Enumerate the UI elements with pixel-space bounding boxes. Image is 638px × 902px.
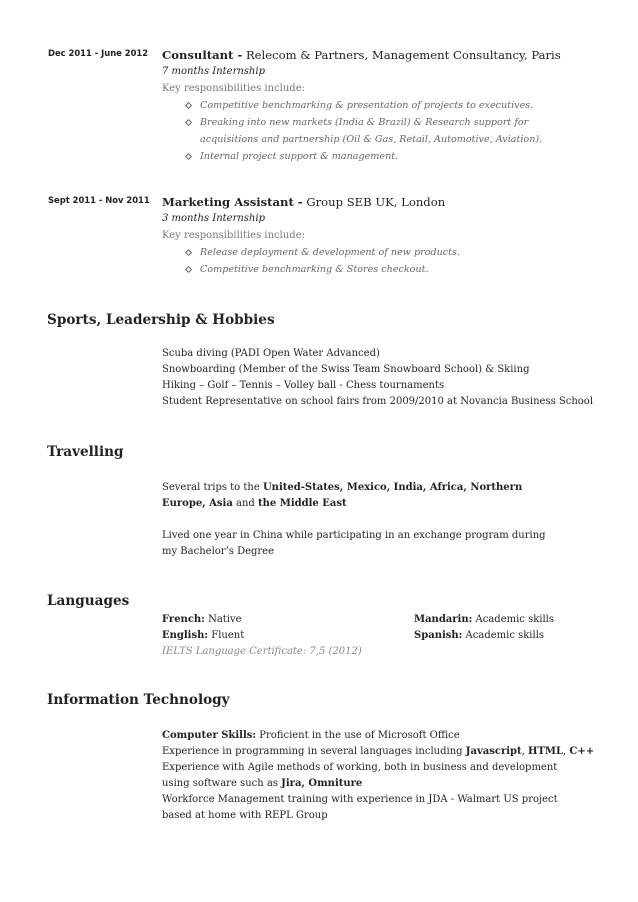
job-body (162, 194, 582, 278)
job-company: Group SEB UK, London (306, 195, 446, 209)
programming-experience: Experience in programming in several languages including Javascript, HTML, C++ (162, 746, 595, 757)
diamond-bullet-icon (185, 119, 192, 126)
responsibilities-label: Key responsibilities include: (162, 230, 305, 241)
section-title-languages: Languages (47, 593, 130, 609)
job-role: Consultant - (162, 48, 243, 62)
travel-trips: Several trips to the United-States, Mexico, India, Africa, Northern Europe, Asia and the Middle East (162, 482, 523, 509)
diamond-bullet-icon (185, 266, 192, 273)
travel-china: Lived one year in China while participating in an exchange program during my Bachelor’s Degree (162, 530, 546, 557)
job-title (162, 47, 582, 63)
list-item: Breaking into new markets (India & Brazil) & Research support for acquisitions and partnership (Oil & Gas, Retail, Automotive, Aviation). (185, 114, 582, 148)
wfm-training: Workforce Management training with experience in JDA - Walmart US project based at home with REPL Group (162, 794, 558, 821)
travel-destinations-extra: the Middle East (258, 498, 347, 509)
travel-destinations: United-States, Mexico, India, Africa, Northern Europe, Asia (162, 482, 523, 509)
language-entry: English: Fluent (162, 630, 245, 641)
job-title (162, 194, 582, 210)
travel-content (162, 480, 562, 560)
diamond-bullet-icon (185, 249, 192, 256)
diamond-bullet-icon (185, 153, 192, 160)
sports-line: Student Representative on school fairs from 2009/2010 at Novancia Business School (162, 396, 594, 407)
job-date: Dec 2011 - June 2012 (48, 48, 149, 58)
sports-line: Snowboarding (Member of the Swiss Team Snowboard School) & Skiing (162, 364, 530, 375)
section-title-it: Information Technology (47, 692, 230, 708)
responsibilities-list (162, 244, 582, 278)
job-body (162, 47, 582, 165)
language-entry: Mandarin: Academic skills (414, 614, 554, 625)
responsibilities-list (162, 97, 582, 165)
section-title-sports: Sports, Leadership & Hobbies (47, 312, 275, 328)
language-entry: French: Native (162, 614, 242, 625)
job-type: 7 months Internship (162, 66, 265, 77)
it-content (162, 728, 595, 824)
list-item: Competitive benchmarking & presentation of projects to executives. (185, 97, 582, 114)
job-role: Marketing Assistant - (162, 195, 303, 209)
language-entry: Spanish: Academic skills (414, 630, 545, 641)
responsibilities-label: Key responsibilities include: (162, 83, 305, 94)
languages-right (414, 612, 594, 644)
language-certificate: IELTS Language Certificate: 7,5 (2012) (162, 646, 362, 657)
job-company: Relecom & Partners, Management Consultancy, Paris (245, 48, 561, 62)
job-type: 3 months Internship (162, 213, 265, 224)
job-date: Sept 2011 - Nov 2011 (48, 195, 150, 205)
section-title-travelling: Travelling (47, 444, 124, 460)
sports-content (162, 346, 594, 410)
sports-line: Hiking – Golf – Tennis – Volley ball - Chess tournaments (162, 380, 445, 391)
sports-line: Scuba diving (PADI Open Water Advanced) (162, 348, 380, 359)
agile-experience: Experience with Agile methods of working, both in business and development using software such as Jira, Omniture (162, 762, 558, 789)
languages-left (162, 612, 402, 660)
list-item: Internal project support & management. (185, 148, 582, 165)
computer-skills: Computer Skills: Proficient in the use of Microsoft Office (162, 730, 460, 741)
diamond-bullet-icon (185, 102, 192, 109)
list-item: Competitive benchmarking & Stores checkout. (185, 261, 582, 278)
list-item: Release deployment & development of new products. (185, 244, 582, 261)
